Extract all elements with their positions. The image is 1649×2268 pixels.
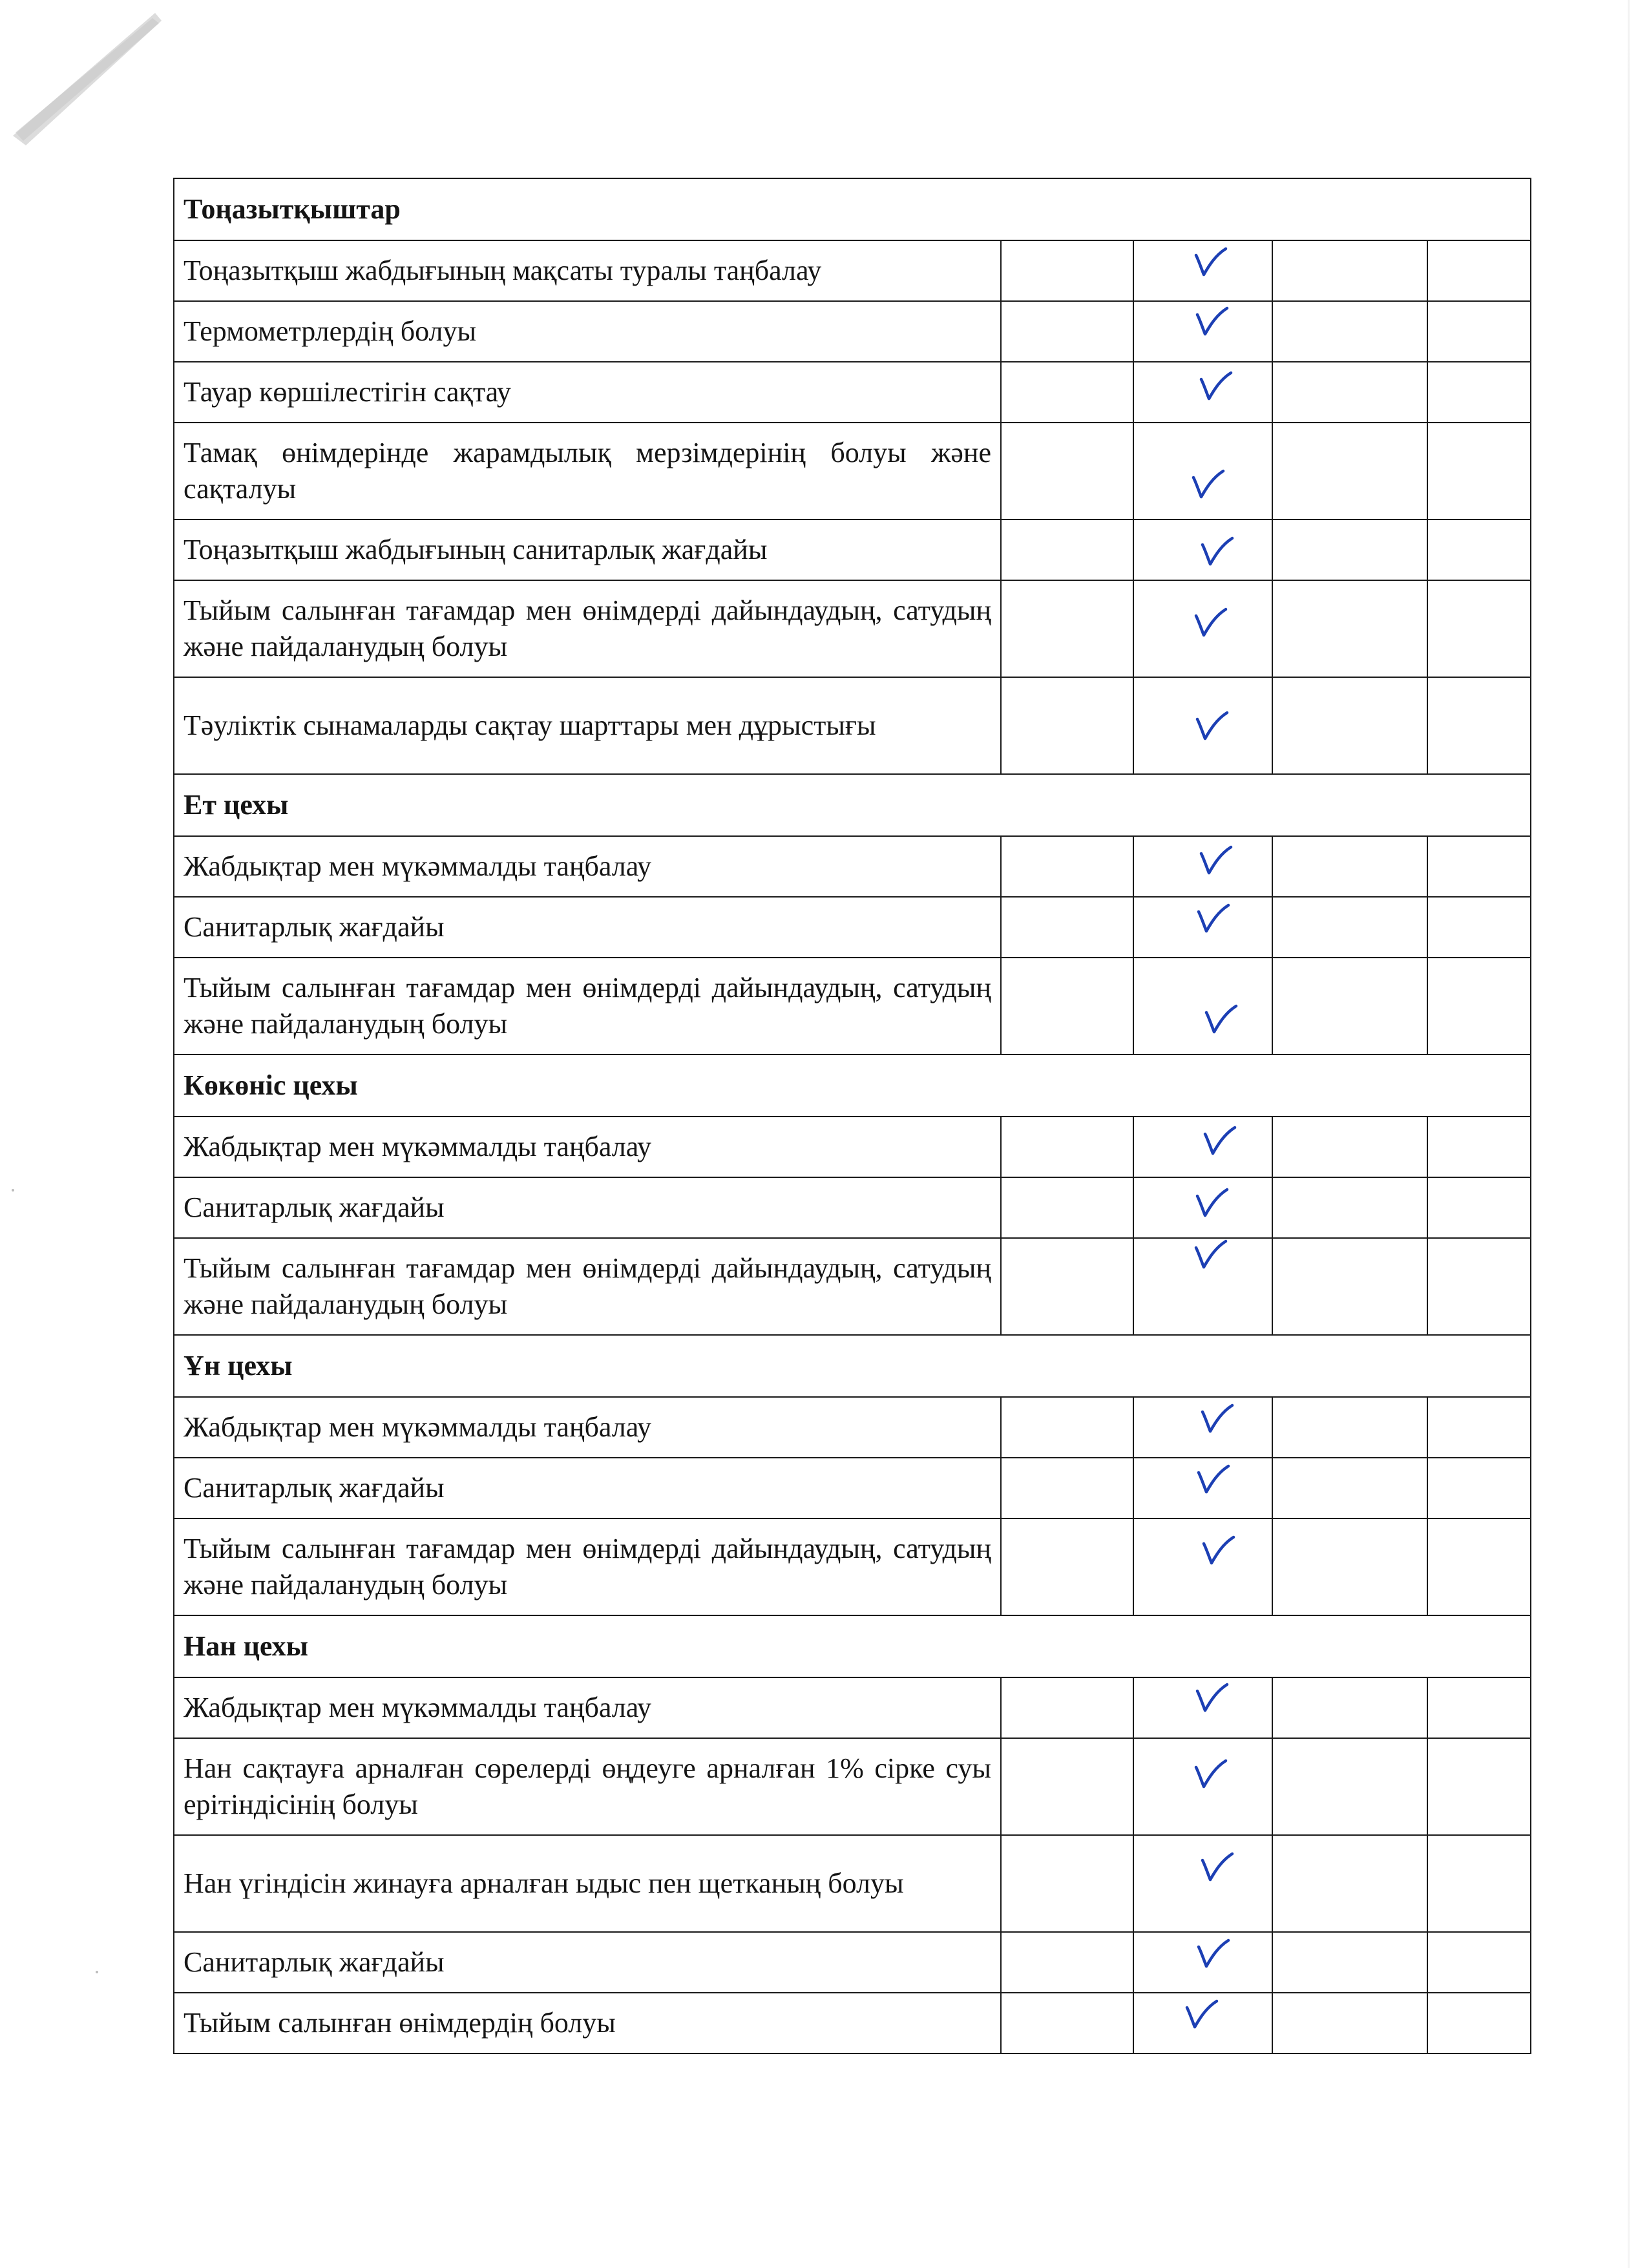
mark-cell-empty bbox=[1272, 240, 1427, 301]
requirement-text: Жабдықтар мен мүкәммалды таңбалау bbox=[174, 1397, 1001, 1458]
mark-cell-empty bbox=[1001, 580, 1133, 677]
requirement-text: Санитарлық жағдайы bbox=[174, 1458, 1001, 1518]
mark-cell-empty bbox=[1427, 423, 1531, 520]
handwritten-check-icon bbox=[1190, 468, 1226, 501]
mark-cell-empty bbox=[1272, 1238, 1427, 1335]
mark-cell-empty bbox=[1427, 1932, 1531, 1993]
requirement-text: Жабдықтар мен мүкәммалды таңбалау bbox=[174, 1117, 1001, 1177]
handwritten-check-icon bbox=[1193, 1682, 1230, 1714]
mark-cell-empty bbox=[1427, 301, 1531, 362]
requirement-text: Тыйым салынған тағамдар мен өнімдерді дайындаудың, сатудың және пайдаланудың болуы bbox=[174, 580, 1001, 677]
handwritten-check-icon bbox=[1192, 246, 1228, 278]
checklist-row bbox=[174, 1238, 1531, 1335]
checklist-table bbox=[173, 178, 1531, 2054]
mark-cell-empty bbox=[1427, 1458, 1531, 1518]
checklist-row bbox=[174, 1835, 1531, 1932]
checklist-row bbox=[174, 677, 1531, 774]
mark-cell-empty bbox=[1427, 580, 1531, 677]
requirement-text: Термометрлердің болуы bbox=[174, 301, 1001, 362]
mark-cell-yes bbox=[1133, 1177, 1272, 1238]
requirement-text: Санитарлық жағдайы bbox=[174, 1177, 1001, 1238]
inspection-checklist bbox=[173, 178, 1530, 2054]
mark-cell-empty bbox=[1001, 520, 1133, 580]
mark-cell-empty bbox=[1272, 1993, 1427, 2053]
mark-cell-empty bbox=[1001, 240, 1133, 301]
mark-cell-yes bbox=[1133, 240, 1272, 301]
mark-cell-empty bbox=[1272, 958, 1427, 1055]
mark-cell-yes bbox=[1133, 958, 1272, 1055]
mark-cell-empty bbox=[1427, 1835, 1531, 1932]
handwritten-check-icon bbox=[1199, 536, 1235, 568]
mark-cell-yes bbox=[1133, 362, 1272, 423]
mark-cell-empty bbox=[1001, 897, 1133, 958]
mark-cell-empty bbox=[1427, 1397, 1531, 1458]
section-title: Нан цехы bbox=[174, 1615, 1531, 1677]
handwritten-check-icon bbox=[1200, 1535, 1236, 1567]
mark-cell-empty bbox=[1001, 1993, 1133, 2053]
requirement-text: Тоңазытқыш жабдығының мақсаты туралы таңбалау bbox=[174, 240, 1001, 301]
mark-cell-yes bbox=[1133, 836, 1272, 897]
requirement-text: Тауар көршілестігін сақтау bbox=[174, 362, 1001, 423]
mark-cell-empty bbox=[1001, 1458, 1133, 1518]
requirement-text: Тәуліктік сынамаларды сақтау шарттары мен дұрыстығы bbox=[174, 677, 1001, 774]
mark-cell-empty bbox=[1427, 958, 1531, 1055]
mark-cell-empty bbox=[1427, 1738, 1531, 1835]
handwritten-check-icon bbox=[1193, 306, 1230, 338]
requirement-text: Тыйым салынған өнімдердің болуы bbox=[174, 1993, 1001, 2053]
mark-cell-empty bbox=[1427, 1117, 1531, 1177]
section-header-row bbox=[174, 1335, 1531, 1397]
handwritten-check-icon bbox=[1195, 1464, 1231, 1496]
requirement-text: Жабдықтар мен мүкәммалды таңбалау bbox=[174, 1677, 1001, 1738]
checklist-row bbox=[174, 958, 1531, 1055]
handwritten-check-icon bbox=[1199, 1403, 1235, 1435]
mark-cell-yes bbox=[1133, 1117, 1272, 1177]
mark-cell-empty bbox=[1272, 1738, 1427, 1835]
mark-cell-empty bbox=[1001, 1238, 1133, 1335]
section-header-row bbox=[174, 1055, 1531, 1117]
handwritten-check-icon bbox=[1203, 1003, 1239, 1036]
mark-cell-empty bbox=[1427, 1993, 1531, 2053]
checklist-row bbox=[174, 1397, 1531, 1458]
section-header-row bbox=[174, 1615, 1531, 1677]
requirement-text: Нан үгіндісін жинауға арналған ыдыс пен щетканың болуы bbox=[174, 1835, 1001, 1932]
checklist-row bbox=[174, 1932, 1531, 1993]
mark-cell-empty bbox=[1427, 677, 1531, 774]
checklist-row bbox=[174, 1993, 1531, 2053]
section-title: Ұн цехы bbox=[174, 1335, 1531, 1397]
mark-cell-yes bbox=[1133, 1993, 1272, 2053]
section-title: Көкөніс цехы bbox=[174, 1055, 1531, 1117]
mark-cell-empty bbox=[1272, 836, 1427, 897]
checklist-row bbox=[174, 301, 1531, 362]
section-title: Тоңазытқыштар bbox=[174, 178, 1531, 240]
mark-cell-yes bbox=[1133, 897, 1272, 958]
checklist-row bbox=[174, 1177, 1531, 1238]
checklist-row bbox=[174, 1518, 1531, 1615]
handwritten-check-icon bbox=[1197, 370, 1234, 403]
checklist-row bbox=[174, 1117, 1531, 1177]
mark-cell-empty bbox=[1272, 1117, 1427, 1177]
mark-cell-yes bbox=[1133, 580, 1272, 677]
handwritten-check-icon bbox=[1195, 903, 1231, 935]
page-edge-shadow bbox=[1628, 0, 1630, 2268]
checklist-row bbox=[174, 362, 1531, 423]
mark-cell-empty bbox=[1272, 301, 1427, 362]
requirement-text: Жабдықтар мен мүкәммалды таңбалау bbox=[174, 836, 1001, 897]
mark-cell-empty bbox=[1001, 301, 1133, 362]
checklist-row bbox=[174, 520, 1531, 580]
requirement-text: Тыйым салынған тағамдар мен өнімдерді дайындаудың, сатудың және пайдаланудың болуы bbox=[174, 1518, 1001, 1615]
mark-cell-yes bbox=[1133, 1238, 1272, 1335]
mark-cell-empty bbox=[1001, 362, 1133, 423]
handwritten-check-icon bbox=[1201, 1125, 1237, 1157]
mark-cell-yes bbox=[1133, 520, 1272, 580]
mark-cell-empty bbox=[1001, 677, 1133, 774]
mark-cell-yes bbox=[1133, 1397, 1272, 1458]
checklist-row bbox=[174, 240, 1531, 301]
folded-corner-shadow bbox=[0, 0, 168, 149]
checklist-row bbox=[174, 1677, 1531, 1738]
mark-cell-yes bbox=[1133, 423, 1272, 520]
mark-cell-empty bbox=[1427, 520, 1531, 580]
mark-cell-empty bbox=[1001, 1738, 1133, 1835]
checklist-row bbox=[174, 1458, 1531, 1518]
requirement-text: Тыйым салынған тағамдар мен өнімдерді дайындаудың, сатудың және пайдаланудың болуы bbox=[174, 1238, 1001, 1335]
requirement-text: Тыйым салынған тағамдар мен өнімдерді дайындаудың, сатудың және пайдаланудың болуы bbox=[174, 958, 1001, 1055]
mark-cell-yes bbox=[1133, 1518, 1272, 1615]
mark-cell-yes bbox=[1133, 677, 1272, 774]
mark-cell-empty bbox=[1427, 1518, 1531, 1615]
scan-speck bbox=[96, 1971, 98, 1973]
handwritten-check-icon bbox=[1199, 1851, 1235, 1884]
requirement-text: Тоңазытқыш жабдығының санитарлық жағдайы bbox=[174, 520, 1001, 580]
checklist-row bbox=[174, 1738, 1531, 1835]
checklist-row bbox=[174, 580, 1531, 677]
mark-cell-empty bbox=[1272, 677, 1427, 774]
mark-cell-yes bbox=[1133, 1932, 1272, 1993]
section-header-row bbox=[174, 774, 1531, 836]
requirement-text: Нан сақтауға арналған сөрелерді өңдеуге арналған 1% сірке суы ерітіндісінің болуы bbox=[174, 1738, 1001, 1835]
mark-cell-empty bbox=[1001, 423, 1133, 520]
mark-cell-yes bbox=[1133, 1677, 1272, 1738]
mark-cell-empty bbox=[1272, 1518, 1427, 1615]
handwritten-check-icon bbox=[1193, 710, 1230, 742]
mark-cell-empty bbox=[1001, 1518, 1133, 1615]
mark-cell-yes bbox=[1133, 1458, 1272, 1518]
mark-cell-empty bbox=[1427, 240, 1531, 301]
mark-cell-empty bbox=[1001, 1117, 1133, 1177]
handwritten-check-icon bbox=[1192, 1758, 1228, 1790]
requirement-text: Тамақ өнімдерінде жарамдылық мерзімдерінің болуы және сақталуы bbox=[174, 423, 1001, 520]
mark-cell-empty bbox=[1272, 1458, 1427, 1518]
section-header-row bbox=[174, 178, 1531, 240]
mark-cell-empty bbox=[1001, 1397, 1133, 1458]
mark-cell-empty bbox=[1427, 836, 1531, 897]
mark-cell-empty bbox=[1427, 1177, 1531, 1238]
mark-cell-empty bbox=[1001, 1932, 1133, 1993]
requirement-text: Санитарлық жағдайы bbox=[174, 897, 1001, 958]
checklist-row bbox=[174, 836, 1531, 897]
mark-cell-empty bbox=[1272, 1932, 1427, 1993]
section-title: Ет цехы bbox=[174, 774, 1531, 836]
handwritten-check-icon bbox=[1193, 1187, 1230, 1219]
requirement-text: Санитарлық жағдайы bbox=[174, 1932, 1001, 1993]
mark-cell-empty bbox=[1272, 1677, 1427, 1738]
mark-cell-empty bbox=[1272, 1177, 1427, 1238]
handwritten-check-icon bbox=[1192, 1239, 1228, 1271]
checklist-row bbox=[174, 897, 1531, 958]
mark-cell-empty bbox=[1272, 897, 1427, 958]
mark-cell-yes bbox=[1133, 1835, 1272, 1932]
mark-cell-empty bbox=[1272, 1835, 1427, 1932]
mark-cell-empty bbox=[1001, 1677, 1133, 1738]
mark-cell-empty bbox=[1001, 836, 1133, 897]
mark-cell-empty bbox=[1001, 958, 1133, 1055]
checklist-row bbox=[174, 423, 1531, 520]
handwritten-check-icon bbox=[1197, 845, 1234, 877]
mark-cell-empty bbox=[1001, 1177, 1133, 1238]
mark-cell-empty bbox=[1427, 1238, 1531, 1335]
mark-cell-empty bbox=[1272, 423, 1427, 520]
mark-cell-empty bbox=[1272, 362, 1427, 423]
handwritten-check-icon bbox=[1195, 1938, 1231, 1970]
mark-cell-empty bbox=[1272, 520, 1427, 580]
mark-cell-empty bbox=[1427, 362, 1531, 423]
mark-cell-empty bbox=[1272, 1397, 1427, 1458]
scan-speck bbox=[12, 1189, 14, 1192]
mark-cell-yes bbox=[1133, 301, 1272, 362]
mark-cell-empty bbox=[1427, 897, 1531, 958]
mark-cell-empty bbox=[1001, 1835, 1133, 1932]
mark-cell-empty bbox=[1272, 580, 1427, 677]
handwritten-check-icon bbox=[1192, 607, 1228, 639]
mark-cell-empty bbox=[1427, 1677, 1531, 1738]
handwritten-check-icon bbox=[1183, 1999, 1219, 2031]
mark-cell-yes bbox=[1133, 1738, 1272, 1835]
